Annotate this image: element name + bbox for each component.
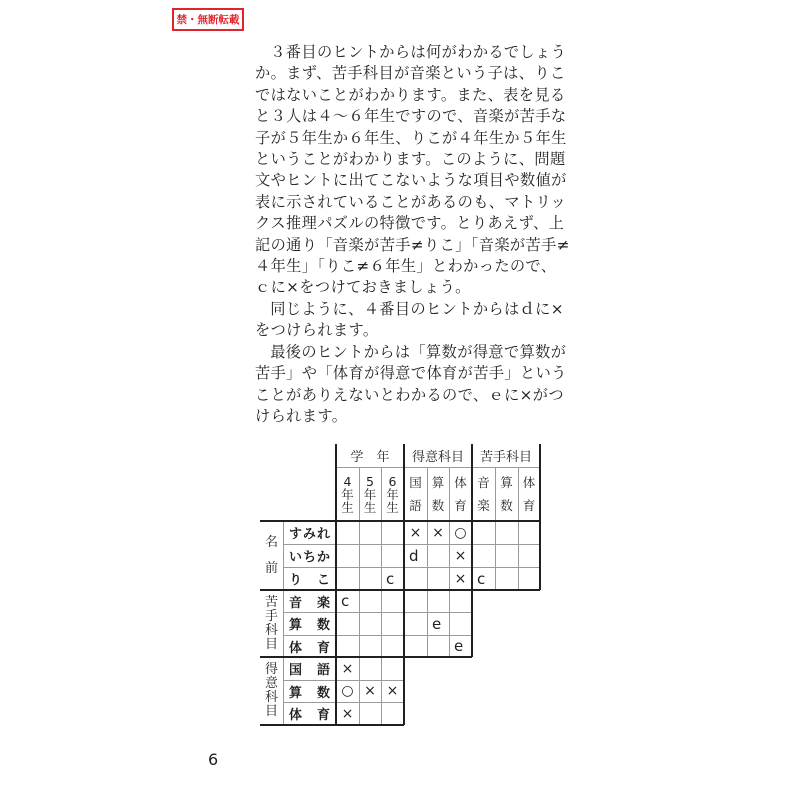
no-reproduction-stamp: 禁・無断転載 — [172, 8, 244, 31]
matrix-cell[interactable] — [472, 521, 495, 544]
matrix-cell[interactable]: × — [386, 683, 399, 699]
matrix-cell[interactable] — [381, 521, 404, 544]
matrix-cell[interactable]: × — [341, 705, 354, 722]
matrix-cell[interactable] — [336, 567, 359, 590]
column-header: 国 語 — [409, 475, 422, 513]
row-header: 体 育 — [289, 640, 332, 656]
matrix-cell[interactable]: e — [454, 637, 464, 655]
paragraph: 最後のヒントからは「算数が得意で算数が苦手」や「体育が得意で体育が苦手」ということがありえないとわかるので、ｅに×がつけられます。 — [255, 342, 567, 425]
matrix-cell[interactable]: c — [341, 592, 350, 610]
paragraph: ３番目のヒントからは何がわかるでしょうか。まず、苦手科目が音楽という子は、りこではないことがわかります。また、表を見ると３人は４～６年生ですので、音楽が苦手な子が５年生か６年生、りこが４年生か５年生ということがわかります。このように、問題文やヒントに出てこないような項目や数値が表に示されていることがあるのも、マトリックス推理パズルの特徴です。とりあえず、上記の通り「音楽が苦手≠りこ」「音楽が苦手≠４年生」「りこ≠６年生」とわかったので、ｃに×をつけておきましょう。 — [255, 43, 570, 297]
column-header: 体 育 — [522, 475, 536, 513]
matrix-cell[interactable] — [404, 590, 427, 612]
matrix-cell[interactable] — [472, 544, 495, 567]
matrix-cell[interactable] — [427, 567, 449, 590]
matrix-cell[interactable] — [518, 521, 540, 544]
matrix-cell[interactable] — [495, 567, 518, 590]
matrix-cell[interactable]: e — [432, 614, 442, 633]
matrix-cell[interactable] — [404, 567, 427, 590]
row-header: 体 育 — [289, 708, 332, 723]
matrix-cell[interactable]: ○ — [341, 683, 354, 699]
matrix-cell[interactable] — [381, 635, 404, 657]
matrix-cell[interactable]: × — [432, 524, 444, 541]
column-header: 5 年 生 — [363, 473, 377, 515]
column-group-header: 学 年 — [350, 450, 390, 465]
matrix-cell[interactable] — [449, 612, 472, 635]
row-group-header: 得 意 科 目 — [264, 662, 278, 719]
matrix-cell[interactable]: × — [454, 547, 467, 564]
row-header: 算 数 — [289, 618, 332, 633]
matrix-cell[interactable] — [359, 657, 381, 680]
matrix-cell[interactable] — [518, 567, 540, 590]
column-header: 音 楽 — [477, 475, 490, 513]
row-group-header: 名 前 — [264, 534, 278, 576]
matrix-cell[interactable] — [359, 612, 381, 635]
matrix-cell[interactable] — [359, 544, 381, 567]
matrix-cell[interactable] — [427, 635, 449, 657]
matrix-cell[interactable]: ○ — [454, 524, 467, 541]
matrix-cell[interactable] — [495, 544, 518, 567]
matrix-cell[interactable] — [381, 612, 404, 635]
column-header: 4 年 生 — [341, 473, 354, 515]
matrix-cell[interactable] — [359, 635, 381, 657]
column-group-header: 得意科目 — [411, 450, 464, 465]
row-group-header: 苦 手 科 目 — [264, 594, 278, 652]
matrix-cell[interactable] — [336, 612, 359, 635]
row-header: り こ — [289, 573, 332, 588]
matrix-cell[interactable] — [359, 590, 381, 612]
matrix-cell[interactable] — [336, 544, 359, 567]
column-header: 体 育 — [454, 475, 467, 513]
row-header: いちか — [289, 550, 332, 565]
matrix-cell[interactable] — [449, 590, 472, 612]
matrix-cell[interactable] — [359, 567, 381, 590]
matrix-cell[interactable] — [381, 544, 404, 567]
row-header: 算 数 — [289, 685, 332, 701]
row-header: すみれ — [289, 527, 332, 542]
paragraph: 同じように、４番目のヒントからはｄに×をつけられます。 — [255, 299, 564, 340]
matrix-cell[interactable]: c — [386, 569, 395, 588]
matrix-cell[interactable] — [336, 521, 359, 544]
matrix-cell[interactable] — [495, 521, 518, 544]
matrix-cell[interactable] — [381, 657, 404, 680]
matrix-cell[interactable] — [427, 590, 449, 612]
matrix-cell[interactable] — [336, 635, 359, 657]
column-header: 6 年 生 — [386, 473, 399, 515]
matrix-cell[interactable] — [381, 702, 404, 725]
column-group-header: 苦手科目 — [479, 450, 532, 465]
matrix-cell[interactable] — [404, 635, 427, 657]
matrix-cell[interactable]: × — [341, 660, 354, 677]
column-header: 算 数 — [431, 475, 445, 513]
matrix-cell[interactable]: d — [409, 546, 419, 565]
column-header: 算 数 — [500, 475, 513, 513]
matrix-cell[interactable] — [427, 544, 449, 567]
matrix-cell[interactable]: × — [409, 524, 422, 541]
matrix-cell[interactable]: × — [364, 683, 376, 699]
matrix-cell[interactable] — [404, 612, 427, 635]
matrix-cell[interactable] — [381, 590, 404, 612]
row-header: 国 語 — [289, 663, 332, 678]
row-header: 音 楽 — [289, 595, 332, 611]
matrix-cell[interactable]: c — [477, 569, 486, 588]
body-text — [255, 42, 570, 427]
matrix-cell[interactable] — [359, 521, 381, 544]
page-number: 6 — [208, 750, 219, 769]
matrix-cell[interactable]: × — [454, 570, 467, 587]
matrix-cell[interactable] — [359, 702, 381, 725]
matrix-cell[interactable] — [518, 544, 540, 567]
